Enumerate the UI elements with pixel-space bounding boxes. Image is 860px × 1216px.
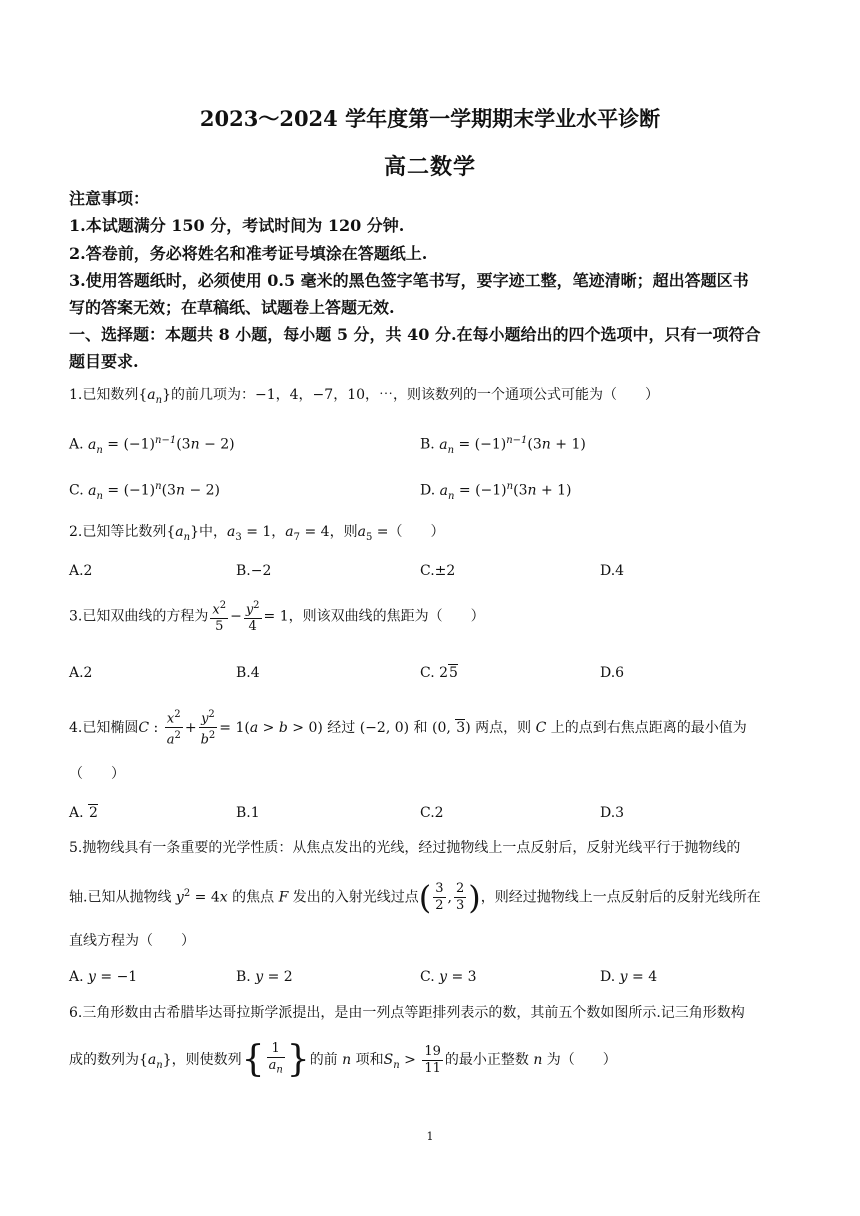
q1-text-post: 的前几项为：−1，4，−7，10，⋯，则该数列的一个通项公式可能为（ ） [171, 387, 660, 403]
question-6-line1: 6.三角形数由古希腊毕达哥拉斯学派提出，是由一列点等距排列表示的数，其前五个数如图所示.记三角形数构 [69, 1005, 745, 1021]
question-6-line2: 成的数列为$\{a_n\}$，则使数列{ $\frac{1}{a_n}$ }的前 n 项和$S_n$ > $\frac{19}{11}$ 的最小正整数 n 为（ ） [69, 1039, 617, 1080]
notice-item-3-line2: 写的答案无效；在草稿纸、试题卷上答题无效. [69, 298, 395, 317]
section-1-heading: 一、选择题：本题共 8 小题，每小题 5 分，共 40 分.在每小题给出的四个选项中，只有一项符合 [69, 325, 761, 344]
q2-option-a: A.2 [69, 563, 93, 579]
q3-option-b: B.4 [236, 665, 260, 681]
question-5-line3: 直线方程为（ ） [69, 933, 195, 949]
notice-item-3-line1: 3.使用答题纸时，必须使用 0.5 毫米的黑色签字笔书写，要字迹工整，笔迹清晰；超出答题区书 [69, 271, 749, 290]
notice-item-2: 2.答卷前，务必将姓名和准考证号填涂在答题纸上. [69, 244, 428, 263]
q3-option-c: C. 25 [420, 665, 458, 681]
question-3: 3.已知双曲线的方程为 $\frac{x^2}{5}$ − $\frac{y^2}{4}$ = 1，则该双曲线的焦距为（ ） [69, 600, 485, 635]
notice-item-1: 1.本试题满分 150 分，考试时间为 120 分钟. [69, 216, 405, 235]
q4-option-c: C.2 [420, 805, 444, 821]
page-number: 1 [426, 1130, 434, 1143]
q1-option-a: A. $a_n = (-1)^{n-1}(3n - 2)$ [69, 435, 235, 456]
q5-option-d: D. y = 4 [600, 969, 658, 985]
q3-option-a: A.2 [69, 665, 93, 681]
q1-option-c: C. $a_n = (-1)^n(3n - 2)$ [69, 481, 220, 502]
q5-option-b: B. y = 2 [236, 969, 293, 985]
q5-option-c: C. y = 3 [420, 969, 477, 985]
q2-option-d: D.4 [600, 563, 625, 579]
q4-option-a: A. 2 [69, 805, 98, 821]
q2-option-b: B.−2 [236, 563, 272, 579]
section-1-heading-line2: 题目要求. [69, 352, 139, 371]
q4-option-d: D.3 [600, 805, 625, 821]
question-4-line2: （ ） [69, 766, 125, 782]
q3-option-d: D.6 [600, 665, 625, 681]
q1-seq: $\{a_n\}$ [138, 387, 172, 406]
question-4: 4.已知椭圆C : $\frac{x^2}{a^2}$ + $\frac{y^2}{b^2}$ = 1(a > b > 0) 经过 (−2, 0) 和 (0, 3) 两点，则 C 上的点到右焦点距离的最小值为 [69, 709, 747, 748]
question-5-line1: 5.抛物线具有一条重要的光学性质：从焦点发出的光线，经过抛物线上一点反射后，反射光线平行于抛物线的 [69, 840, 741, 856]
question-1 [69, 384, 799, 412]
q1-option-d: D. $a_n = (-1)^n(3n + 1)$ [420, 481, 572, 502]
q1-text-pre: 1.已知数列 [69, 387, 139, 403]
exam-subtitle: 高二数学 [383, 154, 476, 180]
exam-title: 2023～2024 学年度第一学期期末学业水平诊断 [199, 106, 661, 131]
notice-heading: 注意事项： [69, 189, 150, 208]
question-2: 2.已知等比数列$\{a_n\}$中，$a_3 = 1$，$a_7 = 4$，则$a_5$ =（ ） [69, 524, 445, 543]
q2-option-c: C.±2 [420, 563, 456, 579]
q5-option-a: A. y = −1 [69, 969, 138, 985]
question-5-line2: 轴.已知从抛物线 $y^2 = 4x$ 的焦点 F 发出的入射光线过点( $\frac{3}{2}$ , $\frac{2}{3}$ )，则经过抛物线上一点反射后的反射光线所在 [69, 878, 761, 917]
q1-option-b: B. $a_n = (-1)^{n-1}(3n + 1)$ [420, 435, 586, 456]
q4-option-b: B.1 [236, 805, 260, 821]
